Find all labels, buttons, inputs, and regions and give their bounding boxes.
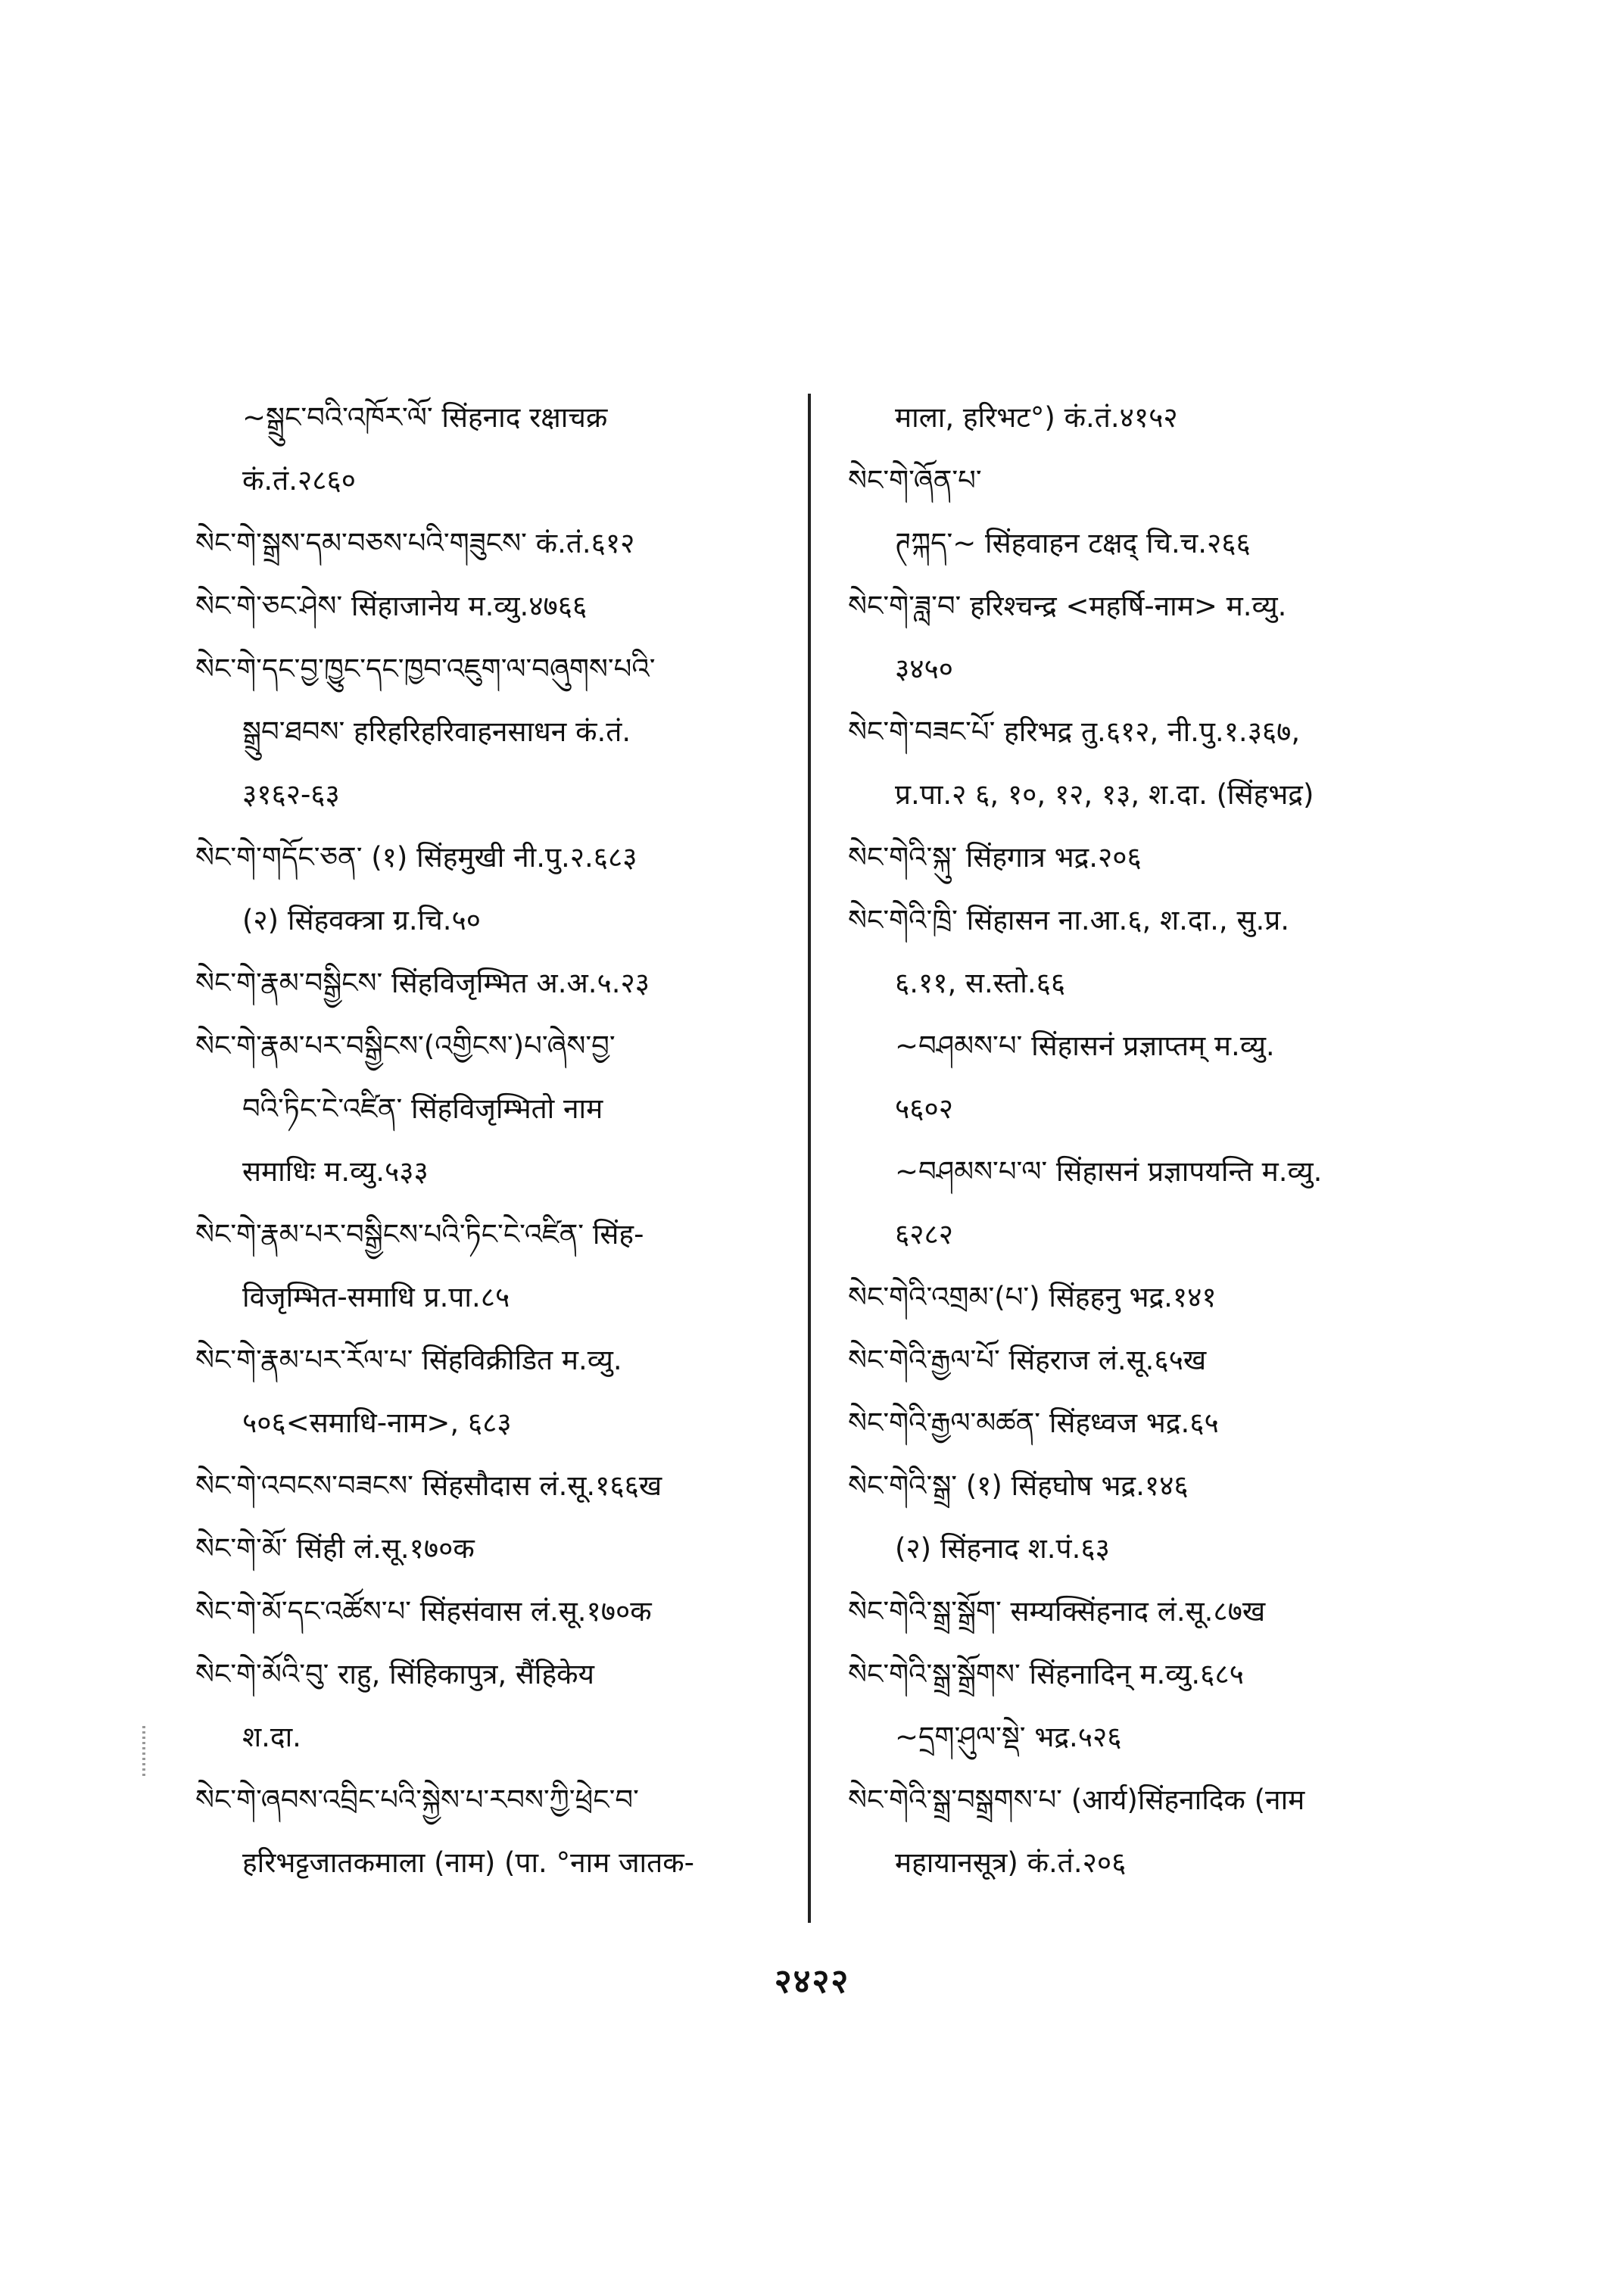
dictionary-entry: སེང་གེའི་སྐུ་ सिंहगात्र भद्र.२०६ — [848, 841, 1142, 874]
dictionary-entry: སེང་གེ་ཅང་ཤེས་ सिंहाजानेय म.व्यु.४७६६ — [195, 590, 588, 622]
entry-continuation: समाधिः म.व्यु.५३३ — [242, 1155, 429, 1188]
entry-continuation: ५६०२ — [895, 1092, 953, 1125]
entry-continuation: ~སྒྲུང་བའི་འཁོར་ལོ་ सिंहनाद रक्षाचक्र — [242, 401, 608, 434]
entry-continuation: ६२८२ — [895, 1218, 953, 1251]
entry-continuation: विजृम्भित-समाधि प्र.पा.८५ — [242, 1281, 510, 1313]
dictionary-entry: སེང་གེའི་རྒྱལ་མཚན་ सिंहध्वज भद्र.६५ — [848, 1407, 1219, 1439]
dictionary-entry: སེང་གེའི་སྒྲ་བསྒྲགས་པ་ (आर्य)सिंहनादिक (नाम — [848, 1784, 1305, 1816]
dictionary-entry: སེང་གེའི་ཁྲི་ सिंहासन ना.आ.६, श.दा., सु.प्र. — [848, 904, 1290, 936]
dictionary-entry: སེང་གེའི་རྒྱལ་པོ་ सिंहराज लं.सू.६५ख — [848, 1344, 1207, 1376]
dictionary-entry: སེང་གེ་དང་བྱ་ཁྱུང་དང་ཁྱབ་འཇུག་ལ་བཞུགས་པའི་ — [195, 653, 656, 685]
entry-continuation: ~བཤམས་པ་ सिंहासनं प्रज्ञाप्तम् म.व्यु. — [895, 1030, 1275, 1062]
dictionary-entry: སེང་གེ་ཞབས་འབྲིང་པའི་སྐྱེས་པ་རབས་ཀྱི་ཕྲེང་བ་ — [195, 1784, 639, 1816]
dictionary-entry: སེང་གེ་བཟང་པོ་ हरिभद्र तु.६१२, नी.पु.१.३६७, — [848, 715, 1301, 748]
dictionary-entry: སེང་གེའི་སྒྲ་ (१) सिंहघोष भद्र.१४६ — [848, 1469, 1189, 1502]
entry-continuation: कं.तं.२८६० — [242, 464, 356, 497]
dictionary-entry: སེང་གེ་རྣམ་པར་བསྒྱིངས་(འགྱིངས་)པ་ཞེས་བྱ་ — [195, 1030, 616, 1062]
column-divider — [808, 394, 811, 1923]
dictionary-entry: སེང་གེའི་སྒྲ་སྒྲོག་ सम्यक्सिंहनाद लं.सू.८७ख — [848, 1595, 1266, 1628]
dictionary-entry: སེང་གེ་སྒྲས་དམ་བཅས་པའི་གཟུངས་ कं.तं.६१२ — [195, 527, 635, 559]
margin-mark — [142, 1726, 145, 1779]
dictionary-entry: སེང་གེ་གདོང་ཅན་ (१) सिंहमुखी नी.पु.२.६८३ — [195, 841, 637, 874]
dictionary-entry: སེང་གེ་རྣམ་པར་རོལ་པ་ सिंहविक्रीडित म.व्यु. — [195, 1344, 622, 1376]
entry-continuation: ཊཀྐད་~ सिंहवाहन टक्षद् चि.च.२६६ — [895, 527, 1251, 559]
entry-continuation: (२) सिंहनाद श.पं.६३ — [895, 1532, 1110, 1565]
entry-continuation: माला, हरिभट°) कं.तं.४१५२ — [895, 401, 1178, 434]
entry-continuation: (२) सिंहवक्त्रा ग्र.चि.५० — [242, 904, 481, 936]
dictionary-entry: སེང་གེ་མོ་དང་འཚོས་པ་ सिंहसंवास लं.सू.१७०क — [195, 1595, 652, 1628]
dictionary-entry: སེང་གེ་ཞོན་པ་ — [848, 464, 982, 497]
entry-continuation: ३४५० — [895, 653, 953, 685]
entry-continuation: ~བཤམས་པ་ལ་ सिंहासनं प्रज्ञापयन्ति म.व्यु. — [895, 1155, 1323, 1188]
entry-continuation: प्र.पा.२ ६, १०, १२, १३, श.दा. (सिंहभद्र) — [895, 778, 1314, 811]
entry-continuation: श.दा. — [242, 1721, 301, 1753]
dictionary-entry: སེང་གེ་མོའི་བུ་ राहु, सिंहिकापुत्र, सैंहिकेय — [195, 1658, 595, 1690]
left-column — [195, 386, 801, 1894]
right-column — [848, 386, 1454, 1894]
entry-continuation: སྒྲུབ་ཐབས་ हरिहरिहरिवाहनसाधन कं.तं. — [242, 715, 631, 748]
dictionary-entry: སེང་གེ་ཟླ་བ་ हरिश्चन्द्र <महर्षि-नाम> म.व्यु. — [848, 590, 1287, 622]
dictionary-entry: སེང་གེ་རྣམ་བསྒྱིངས་ सिंहविजृम्भित अ.अ.५.२३ — [195, 967, 650, 999]
entry-continuation: ३१६२-६३ — [242, 778, 340, 811]
dictionary-entry: སེང་གེའི་སྒྲ་སྒྲོགས་ सिंहनादिन् म.व्यु.६८५ — [848, 1658, 1244, 1690]
entry-continuation: हरिभट्टजातकमाला (नाम) (पा. °नाम जातक- — [242, 1846, 694, 1879]
dictionary-entry: སེང་གེའི་འགྲམ་(པ་) सिंहहनु भद्र.१४१ — [848, 1281, 1217, 1313]
entry-continuation: महायानसूत्र) कं.तं.२०६ — [895, 1846, 1127, 1879]
dictionary-entry: སེང་གེ་འབངས་བཟངས་ सिंहसौदास लं.सू.१६६ख — [195, 1469, 662, 1502]
entry-continuation: ६.११, स.स्तो.६६ — [895, 967, 1066, 999]
dictionary-entry: སེང་གེ་མོ་ सिंही लं.सू.१७०क — [195, 1532, 475, 1565]
entry-continuation: ~དྲག་ཤུལ་སྡེ་ भद्र.५२६ — [895, 1721, 1122, 1753]
dictionary-entry: སེང་གེ་རྣམ་པར་བསྒྱིངས་པའི་ཏིང་ངེ་འཛིན་ सिंह- — [195, 1218, 644, 1251]
page-number: २४२२ — [774, 1962, 850, 2001]
entry-continuation: བའི་ཏིང་ངེ་འཛིན་ सिंहविजृम्भितो नाम — [242, 1092, 603, 1125]
entry-continuation: ५०६<समाधि-नाम>, ६८३ — [242, 1407, 512, 1439]
